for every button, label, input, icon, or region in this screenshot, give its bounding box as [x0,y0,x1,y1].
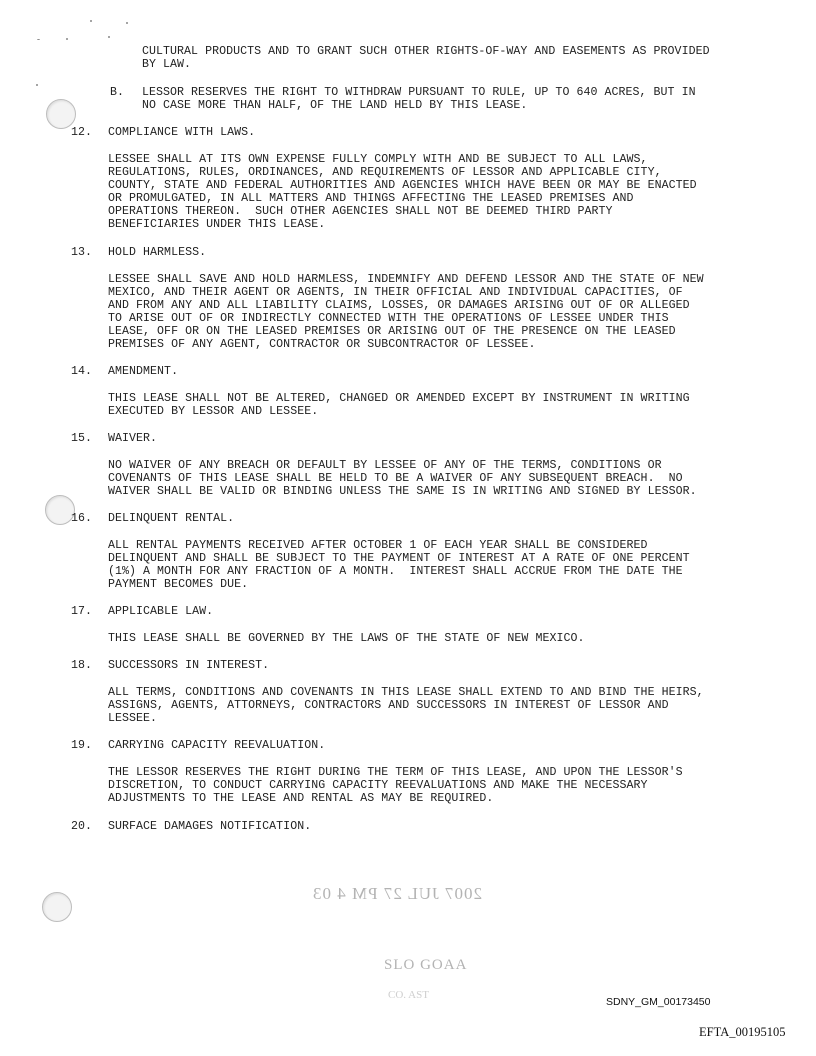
section-title: COMPLIANCE WITH LAWS. [108,126,256,139]
intro-line: BY LAW. [142,58,192,71]
scan-speck [90,20,92,22]
item-b-line: LESSOR RESERVES THE RIGHT TO WITHDRAW PURSUANT TO RULE, UP TO 640 ACRES, BUT IN [142,86,696,99]
office-stamp-sub: CO. AST [388,989,429,1001]
hole-punch [46,99,76,129]
section-body-line: NO WAIVER OF ANY BREACH OR DEFAULT BY LESSEE OF ANY OF THE TERMS, CONDITIONS OR [108,459,662,472]
section-number: 19. [71,739,93,752]
section-body-line: OR PROMULGATED, IN ALL MATTERS AND THINGS AFFECTING THE LEASED PREMISES AND [108,192,634,205]
office-stamp: SLO GOAA [384,957,468,973]
section-number: 13. [71,246,93,259]
section-title: APPLICABLE LAW. [108,605,214,618]
received-date-stamp: 2007 JUL 27 PM 4 03 [312,884,482,903]
intro-line: CULTURAL PRODUCTS AND TO GRANT SUCH OTHER RIGHTS-OF-WAY AND EASEMENTS AS PROVIDED [142,45,710,58]
section-body-line: COUNTY, STATE AND FEDERAL AUTHORITIES AND AGENCIES WHICH HAVE BEEN OR MAY BE ENACTED [108,179,697,192]
section-body-line: ASSIGNS, AGENTS, ATTORNEYS, CONTRACTORS AND SUCCESSORS IN INTEREST OF LESSOR AND [108,699,669,712]
section-body-line: MEXICO, AND THEIR AGENT OR AGENTS, IN THEIR OFFICIAL AND INDIVIDUAL CAPACITIES, OF [108,286,683,299]
section-body-line: COVENANTS OF THIS LEASE SHALL BE HELD TO BE A WAIVER OF ANY SUBSEQUENT BREACH. NO [108,472,683,485]
section-body-line: LESSEE SHALL SAVE AND HOLD HARMLESS, INDEMNIFY AND DEFEND LESSOR AND THE STATE OF NEW [108,273,704,286]
section-number: 12. [71,126,93,139]
section-title: AMENDMENT. [108,365,179,378]
section-number: 16. [71,512,93,525]
section-body-line: ALL RENTAL PAYMENTS RECEIVED AFTER OCTOBER 1 OF EACH YEAR SHALL BE CONSIDERED [108,539,648,552]
section-body-line: TO ARISE OUT OF OR INDIRECTLY CONNECTED WITH THE OPERATIONS OF LESSEE UNDER THIS [108,312,669,325]
section-body-line: AND FROM ANY AND ALL LIABILITY CLAIMS, LOSSES, OR DAMAGES ARISING OUT OF OR ALLEGED [108,299,690,312]
section-body-line: DISCRETION, TO CONDUCT CARRYING CAPACITY REEVALUATIONS AND MAKE THE NECESSARY [108,779,648,792]
section-number: 20. [71,820,93,833]
item-b-line: NO CASE MORE THAN HALF, OF THE LAND HELD BY THIS LEASE. [142,99,528,112]
efta-number: EFTA_00195105 [699,1025,786,1039]
section-body-line: WAIVER SHALL BE VALID OR BINDING UNLESS THE SAME IS IN WRITING AND SIGNED BY LESSOR. [108,485,697,498]
section-body-line: THIS LEASE SHALL BE GOVERNED BY THE LAWS OF THE STATE OF NEW MEXICO. [108,632,585,645]
section-body-line: DELINQUENT AND SHALL BE SUBJECT TO THE PAYMENT OF INTEREST AT A RATE OF ONE PERCENT [108,552,690,565]
scan-speck [37,39,40,40]
section-body-line: LEASE, OFF OR ON THE LEASED PREMISES OR ARISING OUT OF THE PRESENCE ON THE LEASED [108,325,676,338]
section-body-line: REGULATIONS, RULES, ORDINANCES, AND REQUIREMENTS OF LESSOR AND APPLICABLE CITY, [108,166,662,179]
item-b-marker: B. [110,86,125,99]
section-body-line: PREMISES OF ANY AGENT, CONTRACTOR OR SUBCONTRACTOR OF LESSEE. [108,338,536,351]
section-title: SUCCESSORS IN INTEREST. [108,659,270,672]
section-body-line: ALL TERMS, CONDITIONS AND COVENANTS IN THIS LEASE SHALL EXTEND TO AND BIND THE HEIRS, [108,686,704,699]
scan-speck [126,22,128,24]
section-body-line: (1%) A MONTH FOR ANY FRACTION OF A MONTH. INTEREST SHALL ACCRUE FROM THE DATE THE [108,565,683,578]
section-title: SURFACE DAMAGES NOTIFICATION. [108,820,312,833]
section-number: 17. [71,605,93,618]
section-number: 14. [71,365,93,378]
section-title: DELINQUENT RENTAL. [108,512,235,525]
hole-punch [42,892,72,922]
section-body-line: EXECUTED BY LESSOR AND LESSEE. [108,405,319,418]
scan-speck [36,84,38,86]
section-body-line: THE LESSOR RESERVES THE RIGHT DURING THE TERM OF THIS LEASE, AND UPON THE LESSOR'S [108,766,683,779]
section-title: WAIVER. [108,432,158,445]
section-body-line: BENEFICIARIES UNDER THIS LEASE. [108,218,326,231]
section-body-line: OPERATIONS THEREON. SUCH OTHER AGENCIES SHALL NOT BE DEEMED THIRD PARTY [108,205,613,218]
section-number: 18. [71,659,93,672]
bates-number: SDNY_GM_00173450 [606,996,711,1008]
section-number: 15. [71,432,93,445]
section-body-line: THIS LEASE SHALL NOT BE ALTERED, CHANGED OR AMENDED EXCEPT BY INSTRUMENT IN WRITING [108,392,690,405]
section-title: HOLD HARMLESS. [108,246,207,259]
section-body-line: ADJUSTMENTS TO THE LEASE AND RENTAL AS MAY BE REQUIRED. [108,792,494,805]
section-body-line: LESSEE. [108,712,158,725]
scan-speck [108,36,110,38]
scan-speck [66,38,68,40]
section-body-line: LESSEE SHALL AT ITS OWN EXPENSE FULLY COMPLY WITH AND BE SUBJECT TO ALL LAWS, [108,153,648,166]
section-body-line: PAYMENT BECOMES DUE. [108,578,249,591]
section-title: CARRYING CAPACITY REEVALUATION. [108,739,326,752]
